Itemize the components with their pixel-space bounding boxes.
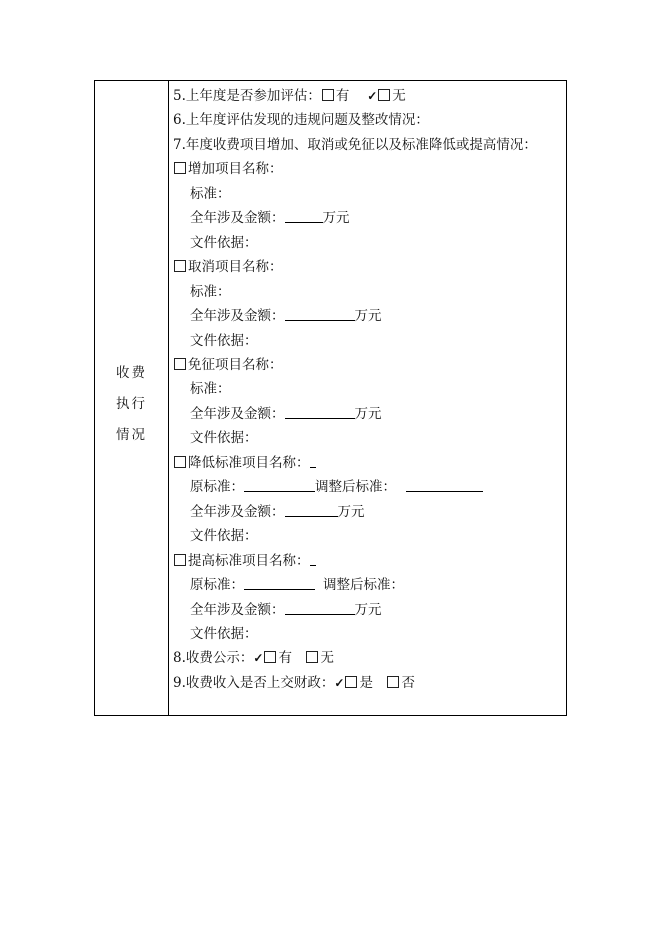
checkbox-add[interactable] xyxy=(174,162,186,174)
amount-label: 全年涉及金额： xyxy=(190,210,285,227)
amount-label: 全年涉及金额： xyxy=(190,308,285,325)
exempt-title xyxy=(173,353,566,377)
fee-execution-table xyxy=(94,80,567,716)
option-yes-label: 有 xyxy=(278,650,292,667)
unit-label: 万元 xyxy=(354,308,382,325)
checkbox-no[interactable] xyxy=(387,676,399,688)
checkbox-no[interactable] xyxy=(378,89,390,101)
add-title-text: 增加项目名称： xyxy=(188,161,283,178)
amount-blank[interactable] xyxy=(285,207,323,223)
option-no-label: 无 xyxy=(320,650,334,667)
amount-label: 全年涉及金额： xyxy=(190,405,285,422)
cancel-standard: 标准： xyxy=(190,283,231,300)
q9-line xyxy=(173,671,566,695)
adjusted-label: 调整后标准： xyxy=(323,577,404,594)
orig-blank[interactable] xyxy=(244,476,315,492)
exempt-standard: 标准： xyxy=(190,381,231,398)
option-no-label: 否 xyxy=(401,674,415,691)
option-yes-label: 是 xyxy=(359,674,373,691)
lower-title xyxy=(173,451,566,475)
add-amount xyxy=(173,206,566,230)
amount-blank[interactable] xyxy=(285,403,355,419)
unit-label: 万元 xyxy=(337,503,365,520)
lower-basis: 文件依据： xyxy=(190,528,258,545)
raise-title-text: 提高标准项目名称： xyxy=(188,552,310,569)
check-mark-icon: ✓ xyxy=(367,89,378,103)
unit-label: 万元 xyxy=(354,405,382,422)
lower-amount xyxy=(173,500,566,524)
option-no-label: 无 xyxy=(392,88,406,104)
checkbox-no[interactable] xyxy=(306,651,318,663)
adjusted-label: 调整后标准： xyxy=(315,479,396,496)
cancel-title-text: 取消项目名称： xyxy=(188,259,283,276)
checkbox-exempt[interactable] xyxy=(174,358,186,370)
checkbox-raise[interactable] xyxy=(174,554,186,566)
name-blank[interactable] xyxy=(310,452,316,468)
row-label-cell xyxy=(95,81,169,715)
raise-basis: 文件依据： xyxy=(190,625,258,642)
q6-line: 6.上年度评估发现的违规问题及整改情况： xyxy=(173,112,429,129)
raise-title xyxy=(173,549,566,573)
orig-label: 原标准： xyxy=(190,577,244,594)
checkbox-yes[interactable] xyxy=(264,651,276,663)
checkbox-yes[interactable] xyxy=(345,676,357,688)
add-standard: 标准： xyxy=(190,185,231,202)
orig-label: 原标准： xyxy=(190,479,244,496)
amount-blank[interactable] xyxy=(285,305,355,321)
amount-blank[interactable] xyxy=(285,599,355,615)
q5-text: 5.上年度是否参加评估： xyxy=(173,88,321,104)
q9-text: 9.收费收入是否上交财政： xyxy=(173,674,335,691)
cancel-basis: 文件依据： xyxy=(190,332,258,349)
q8-line xyxy=(173,646,566,670)
orig-blank[interactable] xyxy=(244,574,315,590)
add-basis: 文件依据： xyxy=(190,234,258,251)
option-yes-label: 有 xyxy=(335,88,350,104)
exempt-basis: 文件依据： xyxy=(190,430,258,447)
amount-label: 全年涉及金额： xyxy=(190,601,285,618)
adjusted-blank[interactable] xyxy=(406,476,483,492)
exempt-title-text: 免征项目名称： xyxy=(188,356,283,373)
checkbox-yes[interactable] xyxy=(322,89,334,101)
check-mark-icon: ✓ xyxy=(253,651,264,666)
exempt-amount xyxy=(173,402,566,426)
content-cell xyxy=(173,84,566,695)
q7-line: 7.年度收费项目增加、取消或免征以及标准降低或提高情况： xyxy=(173,136,537,153)
raise-standards xyxy=(173,573,566,597)
lower-title-text: 降低标准项目名称： xyxy=(188,454,310,471)
unit-label: 万元 xyxy=(354,601,382,618)
unit-label: 万元 xyxy=(322,210,350,227)
add-title xyxy=(173,157,566,181)
q8-text: 8.收费公示： xyxy=(173,650,254,667)
q5-line xyxy=(173,84,566,108)
checkbox-cancel[interactable] xyxy=(174,260,186,272)
checkbox-lower[interactable] xyxy=(174,456,186,468)
row-label-line: 收费 xyxy=(116,365,147,381)
amount-label: 全年涉及金额： xyxy=(190,503,285,520)
amount-blank[interactable] xyxy=(285,501,338,517)
name-blank[interactable] xyxy=(310,550,316,566)
cancel-amount xyxy=(173,304,566,328)
check-mark-icon: ✓ xyxy=(334,675,345,690)
row-label-line: 情况 xyxy=(116,427,147,443)
lower-standards xyxy=(173,475,566,499)
raise-amount xyxy=(173,598,566,622)
cancel-title xyxy=(173,255,566,279)
row-label-line: 执行 xyxy=(116,396,147,412)
